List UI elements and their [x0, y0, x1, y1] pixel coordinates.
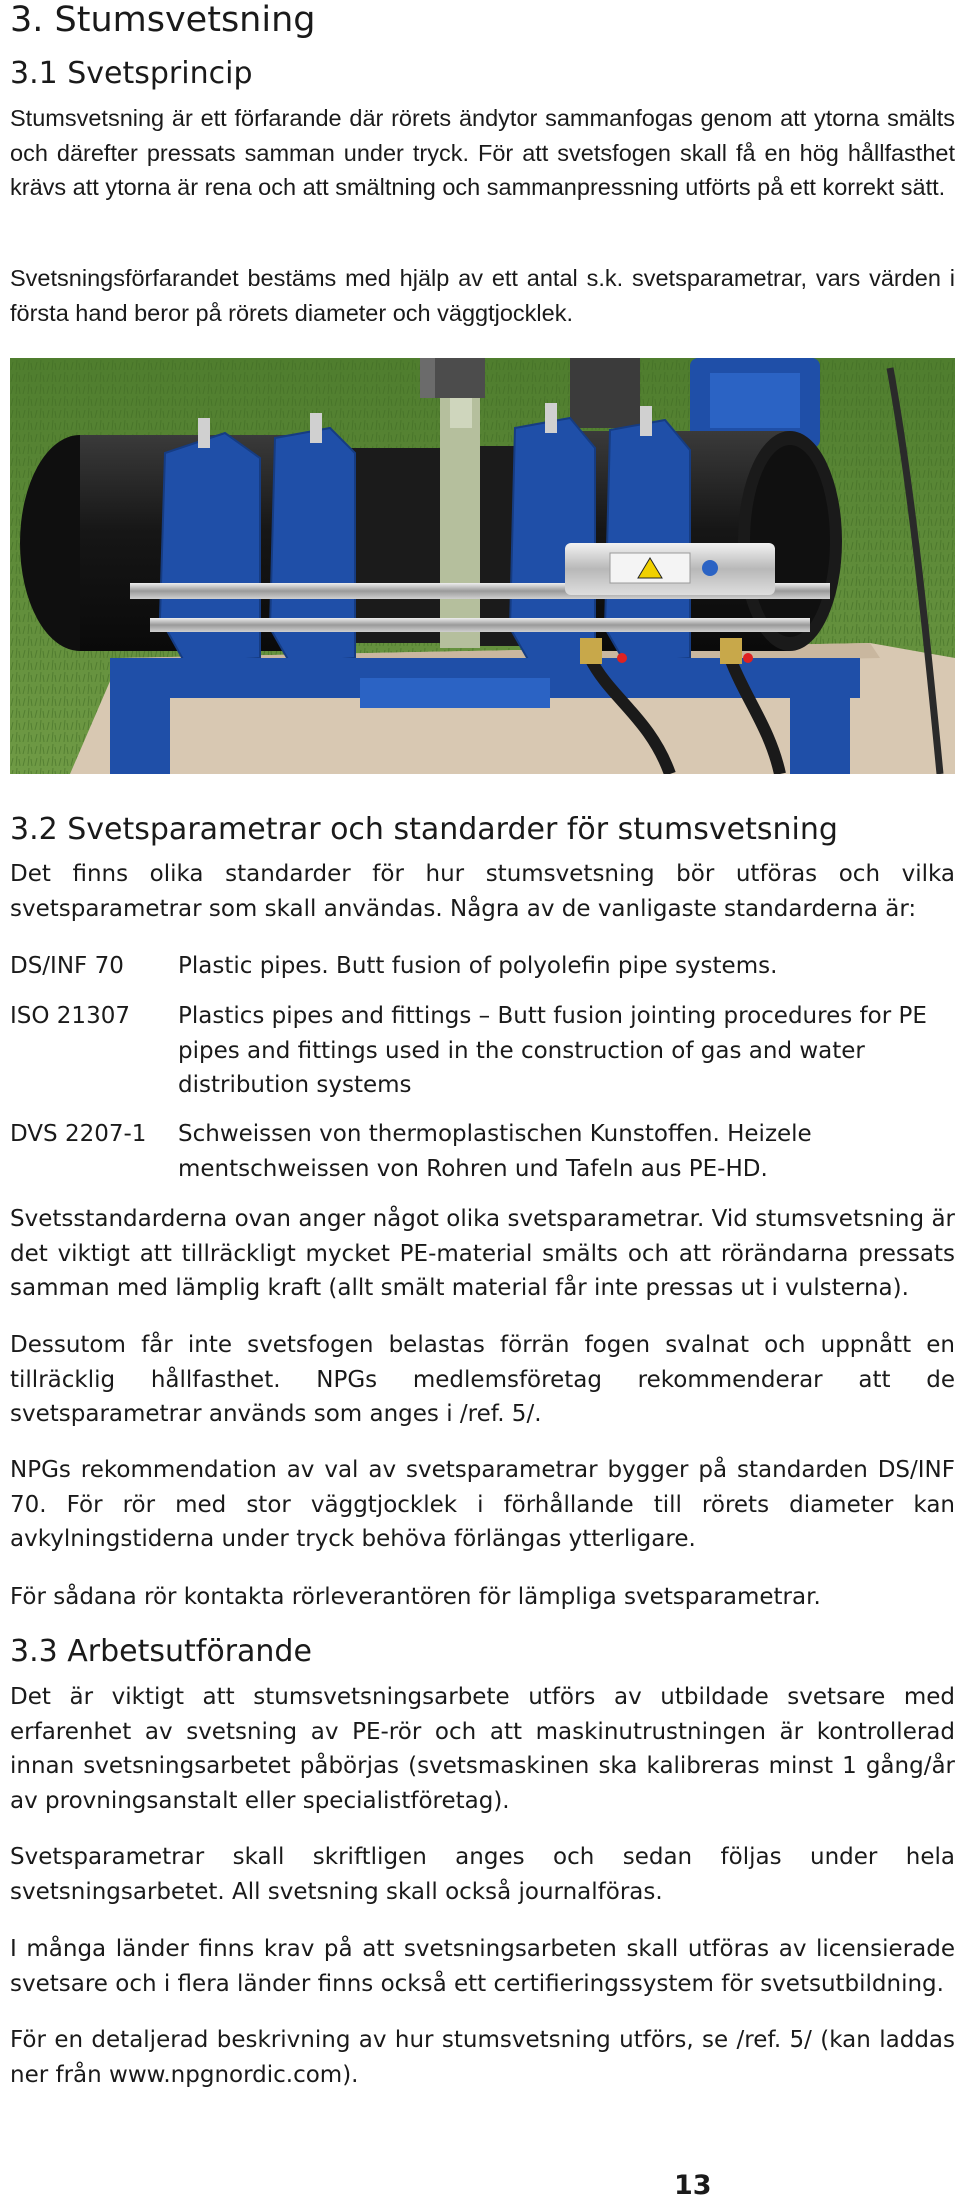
heading-3-2: 3.2 Svetsparametrar och standarder för stumsvetsning — [10, 812, 838, 847]
standard-code: DS/INF 70 — [10, 953, 124, 979]
standard-description: Schweissen von thermoplastischen Kunstoffen. Heizele mentschweissen von Rohren und Tafeln aus PE-HD. — [178, 1121, 812, 1182]
paragraph-arbetsutforande-2: Svetsparametrar skall skriftligen anges och sedan följas under hela svetsningsarbetet. All svetsning skall också journalföras. — [10, 1844, 955, 1905]
paragraph-arbetsutforande-4: För en detaljerad beskrivning av hur stumsvetsning utförs, se /ref. 5/ (kan laddas ner från www.npgnordic.com). — [10, 2027, 955, 2088]
paragraph-arbetsutforande-1: Det är viktigt att stumsvetsningsarbete utförs av utbildade svetsare med erfarenhet av svetsning av PE-rör och att maskinutrustningen är kontrollerad innan svetsningsarbetet påbörjas (svetsmaskinen ska kalibreras minst 1 gång/år av provningsanstalt eller specialistföretag). — [10, 1684, 955, 1814]
standard-code: ISO 21307 — [10, 1003, 130, 1029]
standard-code: DVS 2207-1 — [10, 1121, 147, 1147]
heading-3-1: 3.1 Svetsprincip — [10, 56, 253, 91]
page-number: 13 — [674, 2170, 712, 2201]
heading-3-3: 3.3 Arbetsutförande — [10, 1634, 312, 1669]
paragraph-standards-2: Dessutom får inte svetsfogen belastas förrän fogen svalnat och uppnått en tillräcklig hållfasthet. NPGs medlemsföretag rekommenderar att de svetsparametrar används som anges i /ref. 5/. — [10, 1332, 955, 1427]
paragraph-standards-3: NPGs rekommendation av val av svetsparametrar bygger på standarden DS/INF 70. För rör med stor väggtjocklek i förhållande till rörets diameter kan avkylningstiderna under tryck behöva förlängas ytterligare. — [10, 1457, 955, 1552]
section-title: 3. Stumsvetsning — [10, 0, 316, 40]
standard-description: Plastics pipes and fittings – Butt fusion jointing procedures for PE pipes and fittings used in the construction of gas and water distribution systems — [178, 1003, 927, 1098]
standard-description: Plastic pipes. Butt fusion of polyolefin pipe systems. — [178, 953, 778, 979]
paragraph-standards-intro: Det finns olika standarder för hur stumsvetsning bör utföras och vilka svetsparametrar som skall användas. Några av de vanligaste standarderna är: — [10, 861, 955, 922]
paragraph-standards-4: För sådana rör kontakta rörleverantören för lämpliga svetsparametrar. — [10, 1584, 821, 1610]
paragraph-svetsprincip-2: Svetsningsförfarandet bestäms med hjälp av ett antal s.k. svetsparametrar, vars värden i första hand beror på rörets diameter och väggtjocklek. — [10, 265, 955, 326]
paragraph-standards-1: Svetsstandarderna ovan anger något olika svetsparametrar. Vid stumsvetsning är det viktigt att tillräckligt mycket PE-material smälts och att rörändarna pressats samman med lämplig kraft (allt smält material får inte pressas ut i vulsterna). — [10, 1206, 955, 1301]
paragraph-arbetsutforande-3: I många länder finns krav på att svetsningsarbeten skall utföras av licensierade svetsare och i flera länder finns också ett certifieringssystem för svetsutbildning. — [10, 1936, 955, 1997]
butt-fusion-machine-photo — [10, 358, 955, 774]
paragraph-svetsprincip-1: Stumsvetsning är ett förfarande där rörets ändytor sammanfogas genom att ytorna smälts och därefter pressats samman under tryck. För att svetsfogen skall få en hög hållfasthet krävs att ytorna är rena och att smältning och sammanpressning utförts på ett korrekt sätt. — [10, 105, 955, 200]
